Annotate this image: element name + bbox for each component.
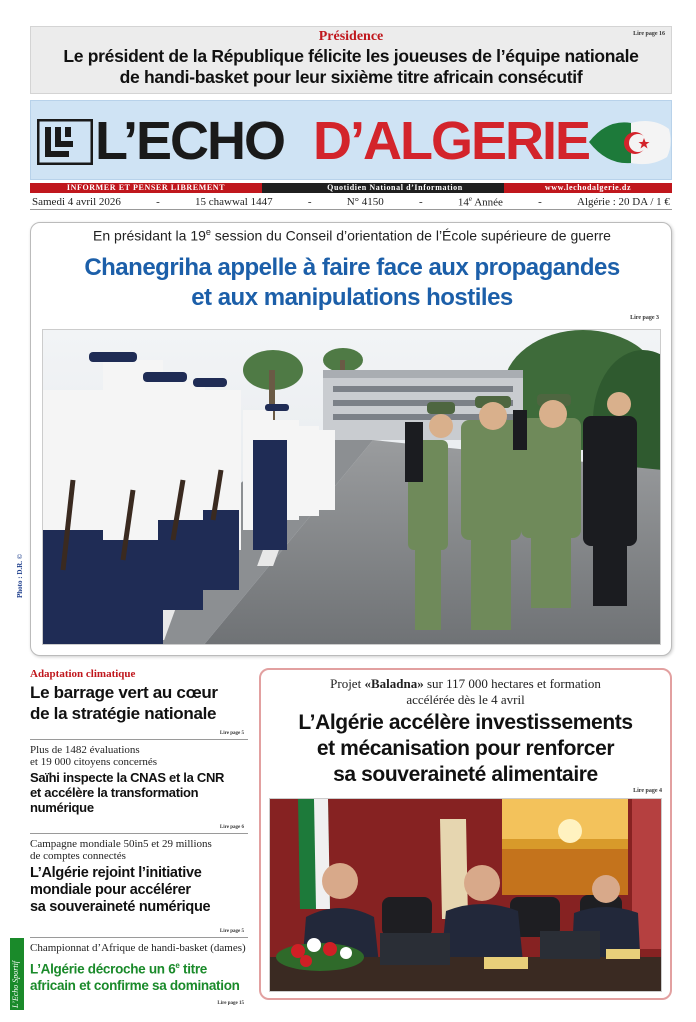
masthead [30, 100, 672, 180]
briefs-column [30, 668, 248, 1006]
top-banner[interactable] [30, 26, 672, 94]
brief-headline[interactable]: Le barrage vert au cœur de la stratégie nationale [30, 683, 218, 723]
brief-page-ref: Lire page 5 [219, 929, 244, 934]
photo-credit: Photo : D.R. © [16, 554, 24, 598]
brief-page-ref: Lire page 5 [219, 731, 244, 736]
issue-separator: - [156, 195, 160, 208]
brief-item[interactable] [30, 740, 248, 834]
masthead-title-black: L’ECHO [95, 111, 285, 171]
brief-page-ref: Lire page 6 [219, 825, 244, 830]
issue-separator: - [538, 195, 542, 208]
issue-date: Samedi 4 avril 2026 [32, 195, 121, 208]
issue-price: Algérie : 20 DA / 1 € [577, 195, 670, 208]
main-story-headline-line2: et aux manipulations hostiles [191, 284, 513, 311]
main-story-kicker: En présidant la 19e session du Conseil d’orientation de l’École supérieure de guerre [93, 227, 611, 244]
brief-item[interactable] [30, 834, 248, 938]
agriculture-story-headline[interactable]: L’Algérie accélère investissements et mécanisation pour renforcer sa souveraineté alimentaire [298, 711, 633, 786]
algeria-flag-icon [587, 115, 671, 169]
issue-separator: - [307, 195, 312, 208]
brief-item[interactable] [30, 668, 248, 740]
website-link[interactable]: www.lechodalgerie.dz [504, 183, 672, 193]
masthead-title-red: D’ALGERIE [313, 111, 590, 171]
issue-info-line [30, 194, 672, 210]
issue-year: 14e Année [457, 194, 503, 209]
brief-kicker: Campagne mondiale 50in5 et 29 millions de comptes connectés [30, 838, 212, 862]
main-story-card[interactable] [30, 222, 672, 656]
top-banner-headline-line2: de handi-basket pour leur sixième titre africain consécutif [119, 67, 583, 87]
brief-headline[interactable]: Saïhi inspecte la CNAS et la CNR et accélère la transformation numérique [30, 770, 225, 815]
sport-section-label: L’Echo Sportif [11, 960, 20, 1008]
brief-kicker: Plus de 1482 évaluations et 19 000 citoyens concernés [30, 744, 158, 768]
brief-item[interactable] [30, 938, 248, 1006]
top-banner-kicker: Présidence [318, 29, 384, 44]
brief-headline[interactable]: L’Algérie rejoint l’initiative mondiale pour accélérer sa souveraineté numérique [30, 865, 211, 915]
issue-number: N° 4150 [346, 195, 384, 208]
conference-photo [270, 799, 662, 992]
main-story-page-ref: Lire page 3 [630, 315, 659, 321]
main-story-headline-line1: Chanegriha appelle à faire face aux propagandes [84, 254, 620, 281]
agriculture-story-kicker: Projet «Baladna» sur 117 000 hectares et formation accélérée dès le 4 avril [330, 676, 601, 707]
top-banner-headline-line1: Le président de la République félicite les joueuses de l’équipe nationale [63, 46, 639, 66]
main-story-headline[interactable] [31, 253, 673, 313]
logo-mark-icon [37, 119, 93, 165]
main-story-photo[interactable] [42, 329, 661, 645]
top-banner-headline[interactable] [31, 46, 671, 88]
brief-page-ref: Lire page 15 [217, 1001, 244, 1006]
tagline-strip [30, 183, 672, 193]
tagline-mid: Quotidien National d’Information [327, 183, 463, 192]
issue-hijri-date: 15 chawwal 1447 [195, 195, 273, 208]
agriculture-story-page-ref: Lire page 4 [633, 788, 662, 794]
agriculture-story-photo[interactable] [269, 798, 662, 992]
brief-kicker: Championnat d’Afrique de handi-basket (dames) [30, 942, 246, 954]
military-ceremony-photo [43, 330, 661, 645]
sport-section-tab[interactable] [10, 938, 24, 1010]
issue-separator: - [419, 195, 423, 208]
top-banner-page-ref: Lire page 16 [633, 31, 665, 37]
brief-kicker: Adaptation climatique [30, 668, 136, 680]
agriculture-story-card[interactable] [259, 668, 672, 1000]
brief-headline[interactable]: L’Algérie décroche un 6e titre africain et confirme sa domination [30, 961, 240, 993]
tagline-left: INFORMER ET PENSER LIBREMENT [30, 183, 262, 193]
